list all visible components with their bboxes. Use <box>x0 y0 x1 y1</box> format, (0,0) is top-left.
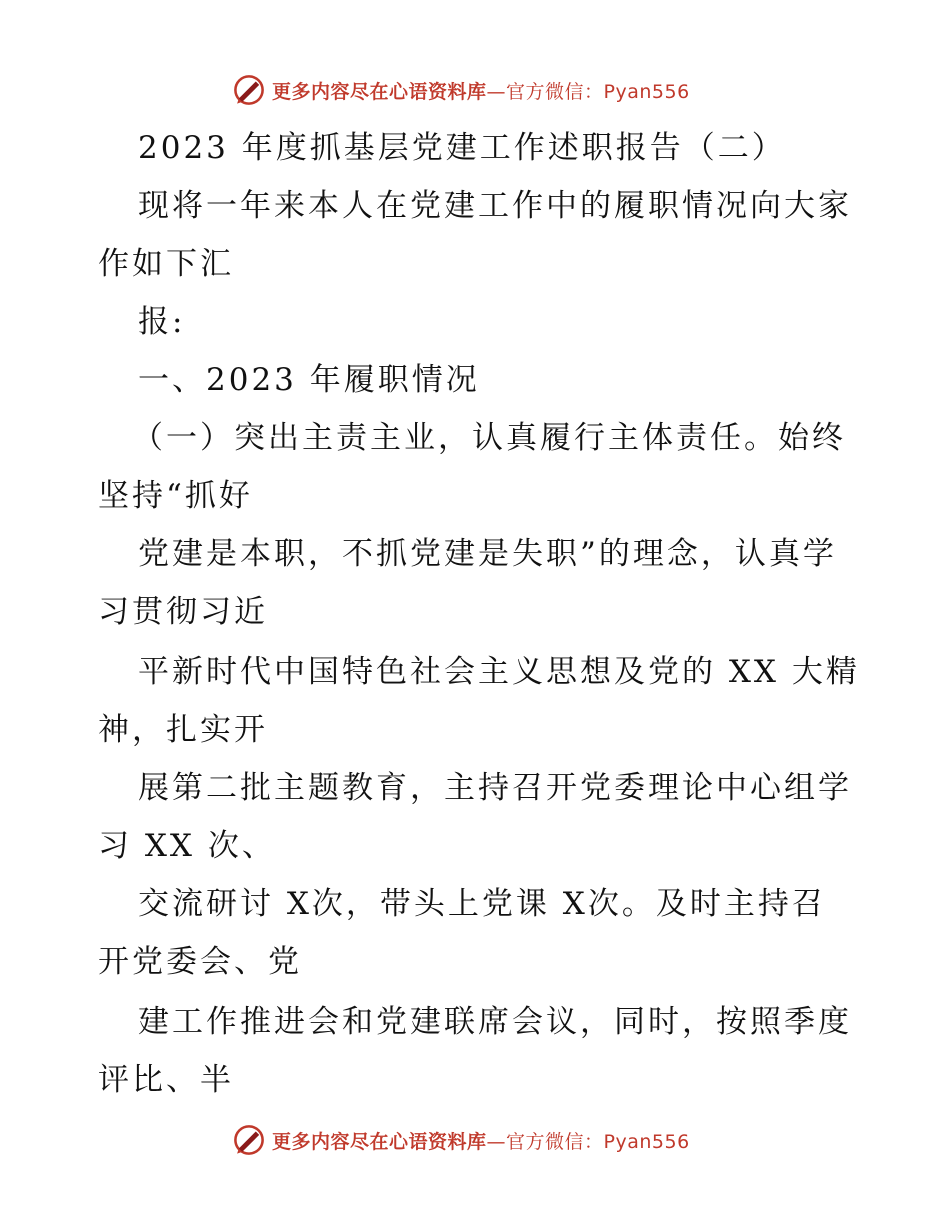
paragraph-line: 报: <box>138 304 186 340</box>
paragraph-line: 开党委会、党 <box>98 944 302 980</box>
banner-dash: — <box>486 80 507 103</box>
banner-dash: — <box>486 1130 507 1153</box>
paragraph-line: 习 XX 次、 <box>98 828 276 864</box>
paragraph-line: 平新时代中国特色社会主义思想及党的 XX 大精 <box>138 654 860 690</box>
banner-wechat-id: Pyan556 <box>603 80 690 103</box>
banner-wechat-label: 官方微信： <box>506 80 604 103</box>
doc-title: 2023 年度抓基层党建工作述职报告（二） <box>138 130 786 166</box>
paragraph-line: 展第二批主题教育，主持召开党委理论中心组学 <box>138 770 852 806</box>
paragraph-line: 党建是本职，不抓党建是失职”的理念，认真学 <box>138 536 837 572</box>
banner-wechat-id: Pyan556 <box>603 1130 690 1153</box>
footer-banner <box>232 1122 690 1158</box>
banner-wechat-label: 官方微信： <box>506 1130 604 1153</box>
paragraph-line: 现将一年来本人在党建工作中的履职情况向大家 <box>138 188 852 224</box>
paragraph-line: 习贯彻习近 <box>98 594 268 630</box>
banner-title: 更多内容尽在心语资料库 <box>272 1130 487 1153</box>
pen-logo-icon <box>232 73 266 107</box>
paragraph-line: 神，扎实开 <box>98 712 268 748</box>
paragraph-line: 评比、半 <box>98 1062 234 1098</box>
header-banner <box>232 72 690 108</box>
paragraph-line: 作如下汇 <box>98 246 234 282</box>
pen-logo-icon <box>232 1123 266 1157</box>
section-heading: 一、2023 年履职情况 <box>138 362 480 398</box>
paragraph-line: 交流研讨 X次，带头上党课 X次。及时主持召 <box>138 886 826 922</box>
banner-title: 更多内容尽在心语资料库 <box>272 80 487 103</box>
paragraph-line: 坚持“抓好 <box>98 478 253 514</box>
paragraph-line: 建工作推进会和党建联席会议，同时，按照季度 <box>138 1004 852 1040</box>
paragraph-line: （一）突出主责主业，认真履行主体责任。始终 <box>132 420 846 456</box>
